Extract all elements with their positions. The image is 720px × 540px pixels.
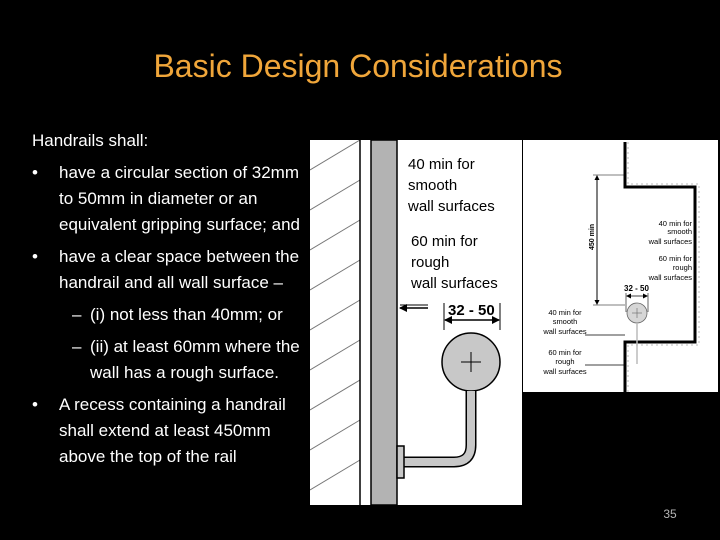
right-rough-1: 60 min for xyxy=(658,254,692,263)
left-smooth-3: wall surfaces xyxy=(543,327,587,336)
recess-svg xyxy=(523,140,718,392)
sub-bullet-text: (i) not less than 40mm; or xyxy=(90,305,283,324)
left-rough-1: 60 min for xyxy=(548,348,582,357)
right-smooth-1: 40 min for xyxy=(658,219,692,228)
dash-marker: – xyxy=(72,337,82,356)
right-smooth-2: smooth xyxy=(667,227,692,236)
left-rough-3: wall surfaces xyxy=(543,367,587,376)
bullet-marker: • xyxy=(32,395,38,414)
bullet-marker: • xyxy=(32,247,38,266)
rough-label-2: rough xyxy=(411,254,450,271)
left-smooth-2: smooth xyxy=(552,317,578,326)
height-label: 450 min xyxy=(589,223,596,250)
smooth-label-2: smooth xyxy=(408,177,458,194)
bracket-fill xyxy=(399,391,471,462)
smooth-label-3: wall surfaces xyxy=(408,198,495,215)
rough-label-3: wall surfaces xyxy=(411,275,498,292)
bullet-item xyxy=(32,392,307,470)
handrail-side-svg xyxy=(310,140,522,505)
rough-label-1: 60 min for xyxy=(411,233,478,250)
bullet-item xyxy=(32,160,307,238)
smooth-label-1: 40 min for xyxy=(408,156,475,173)
left-smooth-1: 40 min for xyxy=(548,308,582,317)
intro-text: Handrails shall: xyxy=(32,131,149,150)
sub-bullet-text: (ii) at least 60mm where the wall has a rough surface. xyxy=(90,337,300,382)
slide-body xyxy=(32,128,307,476)
right-rough-3: wall surfaces xyxy=(648,273,692,282)
recess-diagram xyxy=(523,140,718,392)
bullet-text: A recess containing a handrail shall extend at least 450mm above the top of the rail xyxy=(59,395,286,466)
slide-title: Basic Design Considerations xyxy=(153,48,563,84)
wall-plate xyxy=(397,446,404,478)
right-rough-2: rough xyxy=(672,263,692,272)
right-smooth-3: wall surfaces xyxy=(648,237,692,246)
bullet-marker: • xyxy=(32,163,38,182)
bullet-item xyxy=(32,244,307,296)
dash-marker: – xyxy=(72,305,82,324)
bullet-text: have a circular section of 32mm to 50mm in diameter or an equivalent gripping surface; and xyxy=(59,163,300,234)
wall-face xyxy=(371,140,397,505)
left-rough-2: rough xyxy=(555,357,575,366)
diameter-label: 32 - 50 xyxy=(448,302,495,319)
bullet-text: have a clear space between the handrail and all wall surface – xyxy=(59,247,300,292)
handrail-side-diagram xyxy=(310,140,522,505)
d2-diameter-label: 32 - 50 xyxy=(624,284,649,293)
bracket-outline xyxy=(399,391,471,462)
sub-bullet-item xyxy=(32,334,307,386)
sub-bullet-item xyxy=(32,302,307,328)
page-number: 35 xyxy=(663,507,677,521)
wall-hatching xyxy=(310,140,360,490)
